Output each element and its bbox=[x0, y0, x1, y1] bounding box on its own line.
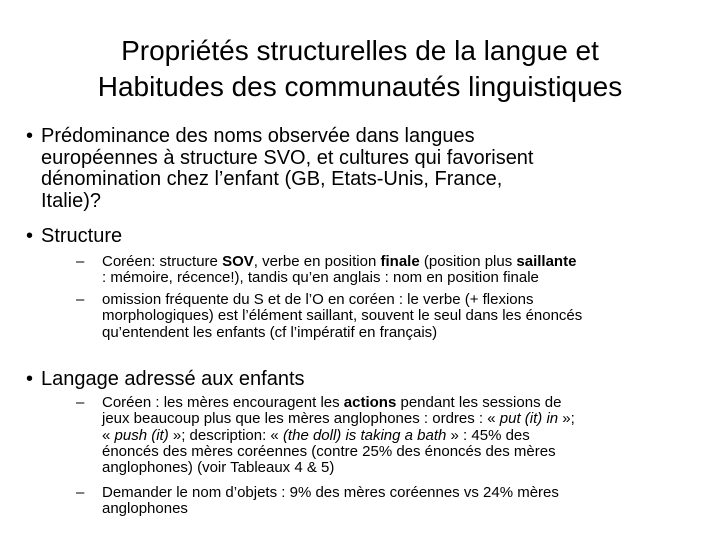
sub-line: : mémoire, récence!), tandis qu’en anglais : nom en position finale bbox=[102, 269, 539, 287]
bullet-glyph: • bbox=[26, 368, 34, 390]
bullet-line: européennes à structure SVO, et cultures qui favorisent bbox=[41, 146, 534, 169]
text-run: , verbe en position bbox=[253, 253, 381, 270]
bullet-glyph: • bbox=[26, 125, 34, 147]
italic-push-it: push (it) bbox=[114, 426, 169, 444]
emphasis-finale: finale bbox=[380, 253, 420, 270]
bullet-glyph: • bbox=[26, 225, 34, 247]
bullet-predominance bbox=[26, 125, 701, 212]
text-run: pendant les sessions de bbox=[396, 394, 562, 411]
emphasis-saillante: saillante bbox=[516, 253, 577, 270]
sub-line: anglophones) (voir Tableaux 4 & 5) bbox=[102, 459, 335, 477]
title-line-2: Habitudes des communautés linguistiques bbox=[97, 71, 623, 102]
text-run: » : 45% des bbox=[446, 426, 530, 444]
sub-line bbox=[102, 254, 692, 270]
emphasis-actions: actions bbox=[343, 394, 397, 411]
sub-line bbox=[102, 395, 692, 411]
sub-bullet-object-names bbox=[76, 484, 692, 518]
slide-title bbox=[20, 33, 700, 105]
text-run: Coréen : les mères encouragent les bbox=[102, 394, 344, 411]
dash-glyph: – bbox=[76, 253, 85, 270]
sub-bullet-korean-sov bbox=[76, 253, 692, 287]
bullet-text: Langage adressé aux enfants bbox=[41, 368, 305, 390]
bullet-line: Prédominance des noms observée dans langues bbox=[41, 125, 475, 147]
sub-line bbox=[102, 428, 692, 444]
sub-line: Demander le nom d’objets : 9% des mères coréennes vs 24% mères bbox=[102, 484, 559, 501]
text-run: Coréen: structure bbox=[102, 253, 223, 270]
dash-glyph: – bbox=[76, 291, 85, 308]
text-run: jeux beaucoup plus que les mères anglophones : ordres : « bbox=[102, 410, 500, 428]
title-line-1: Propriétés structurelles de la langue et bbox=[121, 35, 599, 66]
emphasis-sov: SOV bbox=[222, 253, 254, 270]
sub-bullet-omission bbox=[76, 291, 692, 341]
italic-doll-bath: (the doll) is taking a bath bbox=[282, 426, 447, 444]
bullet-line: Italie)? bbox=[41, 189, 102, 212]
sub-line: omission fréquente du S et de l’O en coréen : le verbe (+ flexions bbox=[102, 291, 534, 308]
italic-put-it-in: put (it) in bbox=[499, 410, 559, 428]
bullet-text: Structure bbox=[41, 225, 123, 247]
bullet-structure bbox=[26, 225, 701, 248]
dash-glyph: – bbox=[76, 484, 85, 501]
sub-line bbox=[102, 411, 692, 427]
sub-line: qu’entendent les enfants (cf l’impératif en français) bbox=[102, 323, 438, 341]
text-run: »; description: « bbox=[168, 426, 283, 444]
sub-bullet-korean-mothers bbox=[76, 394, 692, 477]
dash-glyph: – bbox=[76, 394, 85, 411]
bullet-child-directed bbox=[26, 368, 701, 391]
sub-line: énoncés des mères coréennes (contre 25% des énoncés des mères bbox=[102, 442, 556, 460]
sub-line: anglophones bbox=[102, 500, 188, 518]
bullet-line: dénomination chez l’enfant (GB, Etats-Unis, France, bbox=[41, 168, 503, 190]
text-run: (position plus bbox=[419, 253, 517, 270]
text-run: »; bbox=[558, 410, 575, 428]
sub-line: morphologiques) est l’élément saillant, souvent le seul dans les énoncés bbox=[102, 307, 583, 325]
text-run: « bbox=[102, 426, 115, 444]
